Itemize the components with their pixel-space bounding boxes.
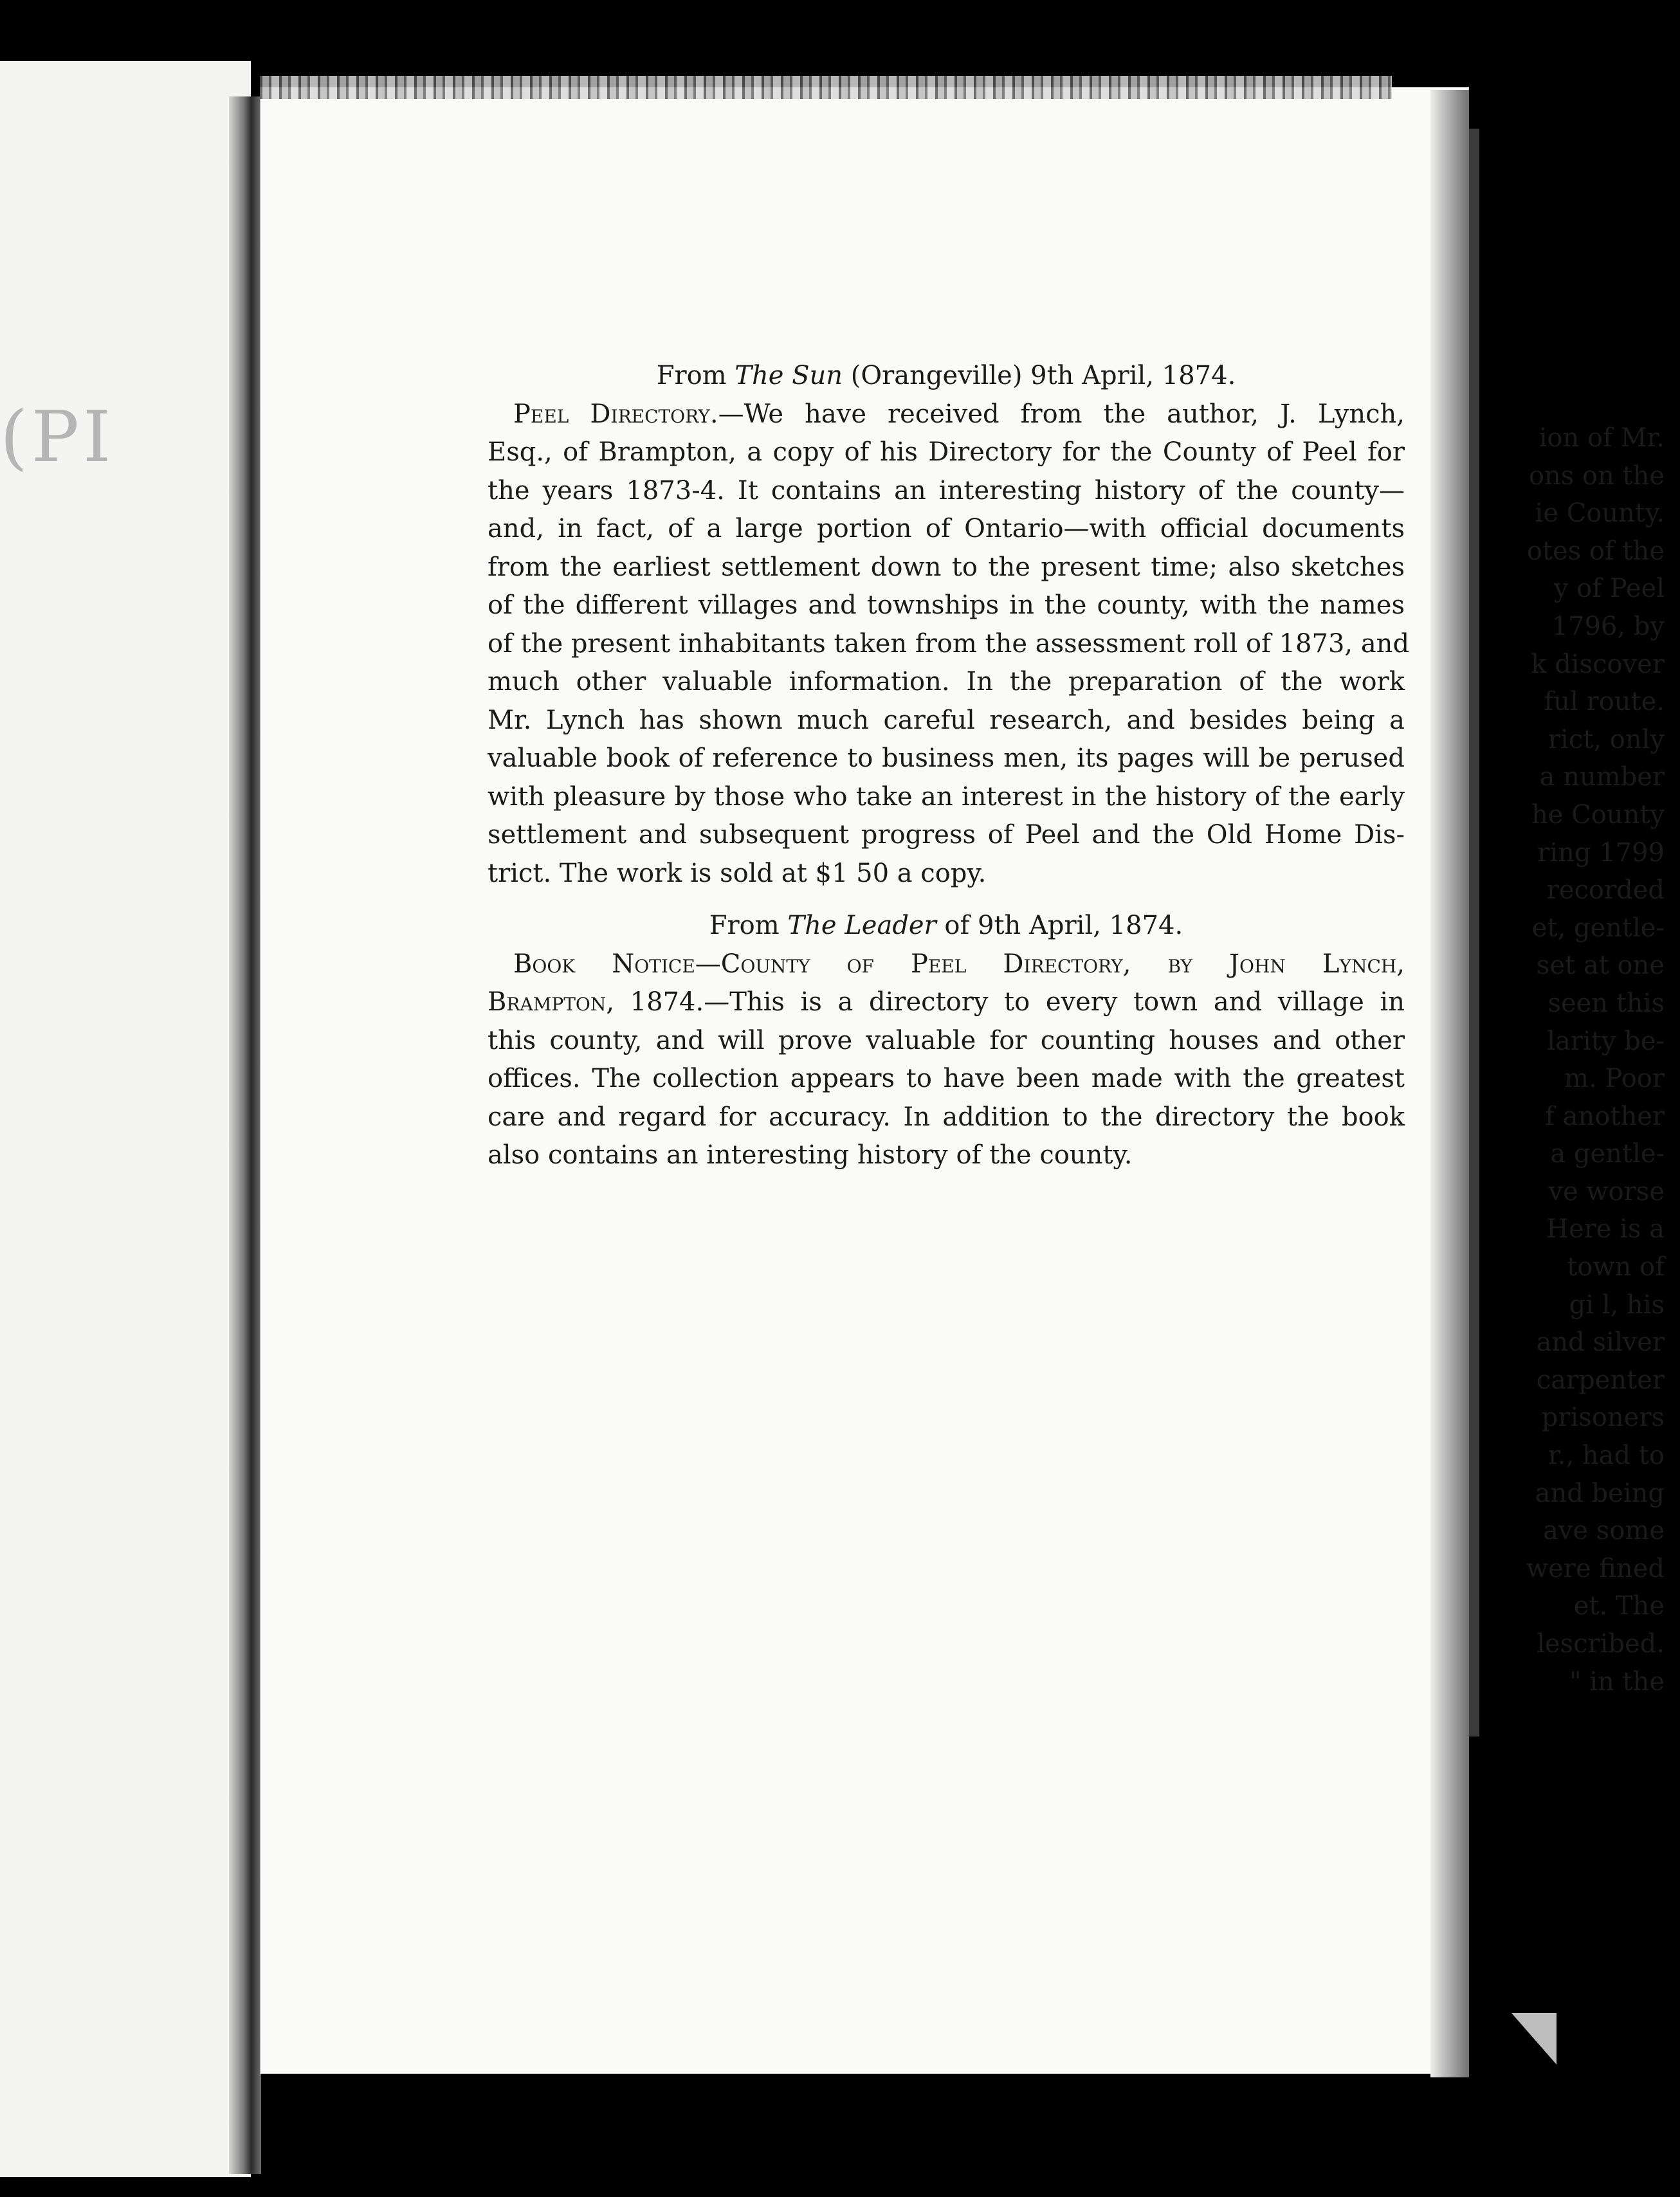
notice-1-line: Mr. Lynch has shown much careful research, and besides being a (488, 705, 1405, 735)
notice-2-body (488, 945, 1405, 1175)
left-page-line: 1796, by (1551, 611, 1665, 641)
left-page-line: and silver (1536, 1327, 1665, 1358)
left-page-line: rict, only (1548, 724, 1665, 754)
notice-1-heading-suffix: (Orangeville) 9th April, 1874. (843, 361, 1236, 390)
left-page-line: et, gentle- (1531, 913, 1665, 943)
left-page-line: lescribed. (1537, 1629, 1665, 1659)
left-page-line: y of Peel (1553, 574, 1665, 604)
left-page-line: ion of Mr. (1538, 423, 1665, 453)
book-gutter (229, 96, 261, 2174)
left-page-line: seen this (1548, 988, 1665, 1018)
notice-2-paper-name: The Leader (787, 911, 936, 940)
left-page-line: carpenter (1536, 1365, 1665, 1395)
left-page-line: ave some (1542, 1516, 1665, 1546)
notice-1-line: much other valuable information. In the preparation of the work (488, 667, 1405, 697)
notice-2-lead-caps: Book Notice—County of Peel Directory, by John Lynch, (513, 949, 1405, 979)
notice-2-heading (488, 907, 1405, 945)
left-page-line: ons on the (1528, 460, 1665, 491)
notice-2-line: this county, and will prove valuable for counting houses and other (488, 1025, 1405, 1055)
left-page-line: town of (1567, 1252, 1665, 1282)
notice-1-line: from the earliest settlement down to the present time; also sketches (488, 552, 1405, 582)
left-page-line: larity be- (1547, 1026, 1665, 1056)
corner-fold (1511, 2013, 1557, 2065)
left-page-line: et. The (1573, 1591, 1665, 1621)
notice-1-line: of the different villages and townships in the county, with the names (488, 590, 1405, 620)
left-page-line: ie County. (1535, 498, 1665, 529)
left-page-line: otes of the (1526, 536, 1665, 566)
notice-2-heading-suffix: of 9th April, 1874. (936, 911, 1183, 940)
left-page-line: k discover (1531, 649, 1665, 679)
notice-1-heading (488, 357, 1405, 396)
left-page-line: r., had to (1548, 1441, 1665, 1471)
notice-1-body (488, 396, 1410, 893)
left-page-text-column (1526, 419, 1665, 1700)
left-page-line: were fined (1526, 1553, 1665, 1583)
left-page-line: gi l, his (1569, 1290, 1665, 1320)
page-right-edge (1430, 90, 1469, 2077)
left-page-line: a number (1539, 762, 1665, 792)
left-page-line: recorded (1546, 875, 1665, 906)
notice-1-heading-prefix: From (656, 361, 735, 390)
notice-1-line-text: —We have received from the author, J. Lynch, (718, 399, 1405, 429)
notice-2-line: offices. The collection appears to have been made with the greatest (488, 1064, 1405, 1093)
left-page-line: he County (1531, 799, 1665, 830)
notice-1-line: of the present inhabitants taken from the assessment roll of 1873, and (488, 628, 1410, 659)
left-page-heading-fragment: (PI (0, 396, 115, 478)
notice-1-line: trict. The work is sold at $1 50 a copy. (488, 858, 987, 888)
left-page-line: ve worse (1548, 1176, 1665, 1207)
left-page-line: m. Poor (1564, 1064, 1665, 1094)
binding-bar (1469, 129, 1479, 1737)
notice-2-lead-caps-2: Brampton, 1874. (488, 987, 704, 1017)
left-page-line: and being (1535, 1478, 1665, 1508)
notice-2-line (488, 983, 1405, 1022)
notice-2-line (488, 945, 1405, 984)
left-page-line: ring 1799 (1537, 837, 1665, 868)
notice-2-heading-prefix: From (709, 911, 788, 940)
notice-1-line: the years 1873-4. It contains an interesting history of the county— (488, 475, 1405, 506)
notice-2-line1-rest: —This is a directory to every town and village in (704, 987, 1405, 1017)
left-page-line: a gentle- (1550, 1139, 1665, 1169)
left-page-line: f another (1545, 1101, 1665, 1131)
notice-1-line: and, in fact, of a large portion of Ontario—with official documents (488, 514, 1405, 543)
notice-2-line: also contains an interesting history of the county. (488, 1140, 1133, 1170)
notice-1-lead-caps: Peel Directory. (513, 399, 718, 429)
left-page-line: " in the (1569, 1666, 1665, 1697)
notice-1-line: settlement and subsequent progress of Peel and the Old Home Dis- (488, 820, 1405, 850)
notice-1-paper-name: The Sun (735, 361, 843, 390)
left-page-line: ful route. (1544, 687, 1665, 717)
left-facing-page (0, 61, 251, 2177)
notices-text-block (488, 357, 1410, 1175)
notice-1-line: Esq., of Brampton, a copy of his Directory for the County of Peel for (488, 437, 1405, 467)
left-page-line: prisoners (1541, 1403, 1665, 1433)
notice-1-line: with pleasure by those who take an interest in the history of the early (488, 781, 1405, 812)
notice-2-line: care and regard for accuracy. In addition to the directory the book (488, 1102, 1405, 1132)
left-page-line: Here is a (1546, 1214, 1665, 1244)
page-top-edge (260, 76, 1392, 99)
notice-1-line: valuable book of reference to business men, its pages will be perused (488, 743, 1405, 773)
notice-1-line (488, 396, 1405, 434)
left-page-line: set at one (1536, 951, 1665, 981)
